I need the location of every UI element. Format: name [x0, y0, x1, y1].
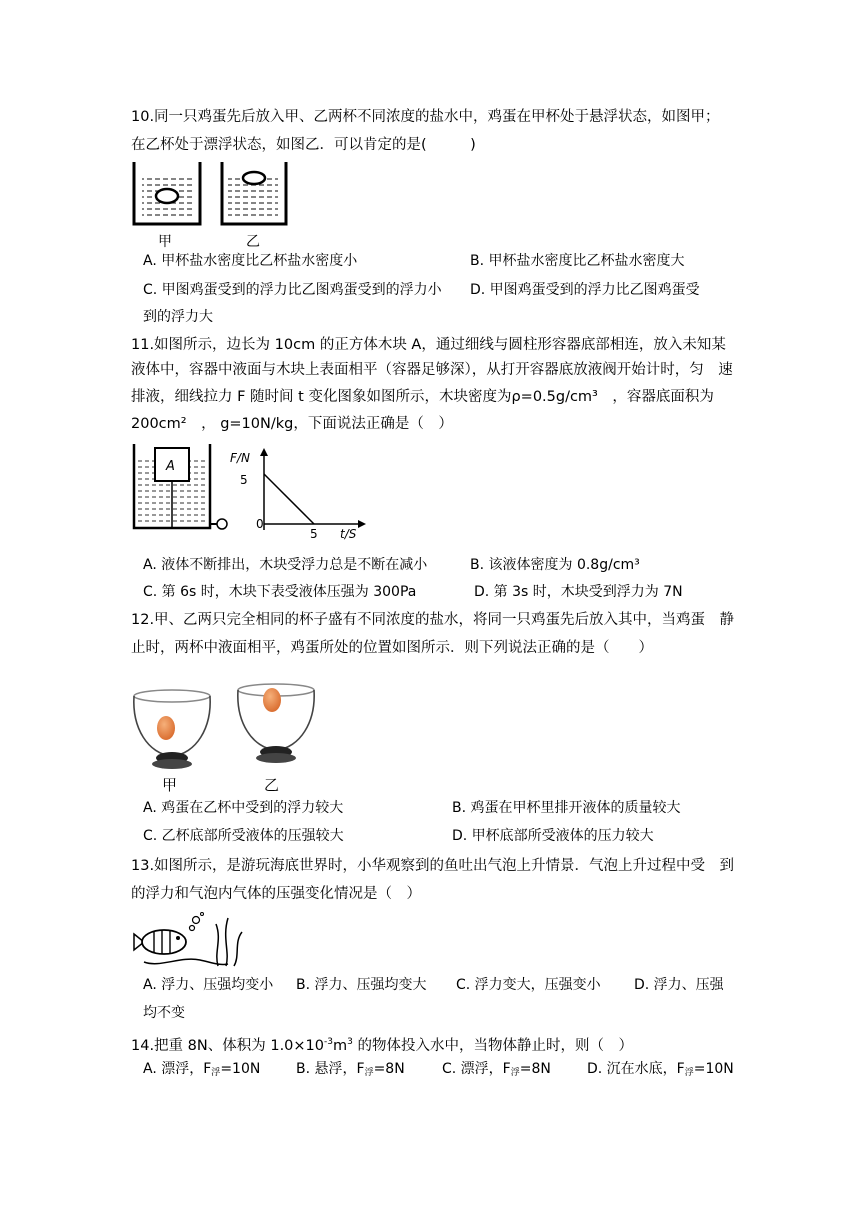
- q11-x-tick-5: 5: [310, 527, 318, 540]
- q14-option-b-text: B. 悬浮，F: [296, 1061, 365, 1077]
- q11-force-line: [264, 474, 314, 524]
- q11-option-a: A. 液体不断排出，木块受浮力总是不断在减小: [143, 557, 428, 573]
- q11-force-time-graph: [230, 448, 366, 540]
- q11-option-d: D. 第 3s 时，木块受到浮力为 7N: [474, 584, 683, 600]
- q13-bubbles: [190, 913, 204, 931]
- q14-stem-tail: 的物体投入水中，当物体静止时，则（ ）: [352, 1037, 633, 1054]
- q10-beaker-a: [134, 162, 200, 224]
- q10-egg-floating: [243, 172, 265, 184]
- q14-option-b-value: =8N: [373, 1061, 405, 1077]
- q12-egg-b: [263, 688, 281, 712]
- q13-option-a: A. 浮力、压强均变小: [143, 977, 274, 993]
- q11-stem-line1: 11.如图所示，边长为 10cm 的正方体木块 A，通过细线与圆柱形容器底部相连，放入未知某: [131, 337, 726, 353]
- q11-stem-line3: 排液，细线拉力 F 随时间 t 变化图象如图所示，木块密度为ρ=0.5g/cm³ ，容器底面积为: [131, 389, 714, 405]
- q10-option-d-cont: 到的浮力大: [143, 309, 213, 325]
- q14-option-a: [143, 1059, 260, 1083]
- q11-y-label: F/N: [230, 451, 250, 465]
- q10-option-a: A. 甲杯盐水密度比乙杯盐水密度小: [143, 253, 358, 269]
- q14-unit-exponent: 3: [347, 1037, 353, 1047]
- q12-option-b: B. 鸡蛋在甲杯里排开液体的质量较大: [452, 800, 681, 816]
- q10-label-b: 乙: [246, 234, 260, 250]
- q11-drain-valve: [217, 519, 227, 529]
- q12-glasses-figure: [130, 682, 330, 794]
- q14-option-c: [442, 1059, 551, 1083]
- q13-stem-line1: 13.如图所示，是游玩海底世界时，小华观察到的鱼吐出气泡上升情景．气泡上升过程中受 到: [131, 858, 735, 874]
- q11-origin: 0: [256, 517, 264, 531]
- q14-stem: [131, 1032, 633, 1056]
- q13-fish-eye: [176, 936, 180, 940]
- q12-option-d: D. 甲杯底部所受液体的压力较大: [452, 828, 654, 844]
- q14-option-c-text: C. 漂浮，F: [442, 1061, 511, 1077]
- q12-option-c: C. 乙杯底部所受液体的压强较大: [143, 828, 344, 844]
- q11-container-figure: [130, 440, 370, 540]
- q14-option-d-text: D. 沉在水底，F: [587, 1061, 685, 1077]
- q14-unit: m: [333, 1037, 348, 1054]
- q10-beaker-b: [222, 162, 286, 224]
- q10-stem-line1: 10.同一只鸡蛋先后放入甲、乙两杯不同浓度的盐水中，鸡蛋在甲杯处于悬浮状态，如图甲；: [131, 109, 720, 125]
- q12-stem-line2: 止时，两杯中液面相平，鸡蛋所处的位置如图所示．则下列说法正确的是（ ）: [131, 640, 653, 656]
- q12-option-a: A. 鸡蛋在乙杯中受到的浮力较大: [143, 800, 344, 816]
- q14-option-d: [587, 1059, 734, 1083]
- q11-option-c: C. 第 6s 时，木块下表受液体压强为 300Pa: [143, 584, 417, 600]
- q14-stem-text: 14.把重 8N、体积为 1.0×10: [131, 1037, 325, 1054]
- q13-seabed-line: [144, 959, 228, 964]
- q14-exponent: -3: [324, 1037, 333, 1047]
- q10-egg-suspended: [156, 189, 178, 203]
- q10-option-c: C. 甲图鸡蛋受到的浮力比乙图鸡蛋受到的浮力小: [143, 282, 442, 298]
- q12-label-a: 甲: [162, 776, 178, 794]
- q12-egg-a: [157, 716, 175, 740]
- q10-option-d: D. 甲图鸡蛋受到的浮力比乙图鸡蛋受: [470, 282, 700, 298]
- q10-beakers-figure: [130, 158, 290, 250]
- q14-option-c-value: =8N: [519, 1061, 551, 1077]
- q13-option-b: B. 浮力、压强均变大: [296, 977, 427, 993]
- q13-fish-figure: [130, 912, 246, 972]
- q13-fish: [134, 930, 186, 954]
- q12-glass-a: [134, 690, 210, 769]
- q11-block-label: A: [166, 459, 175, 474]
- q12-label-b: 乙: [264, 776, 280, 794]
- q10-option-b: B. 甲杯盐水密度比乙杯盐水密度大: [470, 253, 685, 269]
- q14-option-a-value: =10N: [220, 1061, 261, 1077]
- q14-option-b: [296, 1059, 405, 1083]
- q10-label-a: 甲: [158, 234, 172, 250]
- q11-stem-line2: 液体中，容器中液面与木块上表面相平（容器足够深），从打开容器底放液阀开始计时，匀 速: [131, 362, 733, 378]
- q14-option-b-sub: 浮: [364, 1068, 374, 1078]
- q14-option-d-value: =10N: [693, 1061, 734, 1077]
- q11-option-b: B. 该液体密度为 0.8g/cm³: [470, 557, 640, 573]
- q11-x-label: t/S: [340, 527, 357, 540]
- q13-option-d-cont: 均不变: [143, 1005, 185, 1021]
- q13-option-c: C. 浮力变大，压强变小: [456, 977, 601, 993]
- q11-y-tick-5: 5: [240, 473, 248, 487]
- q14-option-a-text: A. 漂浮，F: [143, 1061, 212, 1077]
- q11-stem-line4: 200cm² ， g=10N/kg，下面说法正确是（ ）: [131, 416, 453, 432]
- q12-stem-line1: 12.甲、乙两只完全相同的杯子盛有不同浓度的盐水，将同一只鸡蛋先后放入其中，当鸡蛋 静: [131, 612, 735, 628]
- q13-option-d: D. 浮力、压强: [634, 977, 724, 993]
- q14-option-c-sub: 浮: [510, 1068, 520, 1078]
- q10-stem-line2: 在乙杯处于漂浮状态，如图乙．可以肯定的是( ): [131, 137, 476, 153]
- q13-seaweed: [216, 918, 242, 966]
- q14-option-d-sub: 浮: [684, 1068, 694, 1078]
- q13-stem-line2: 的浮力和气泡内气体的压强变化情况是（ ）: [131, 886, 421, 902]
- q12-glass-b: [238, 684, 314, 763]
- q14-option-a-sub: 浮: [211, 1068, 221, 1078]
